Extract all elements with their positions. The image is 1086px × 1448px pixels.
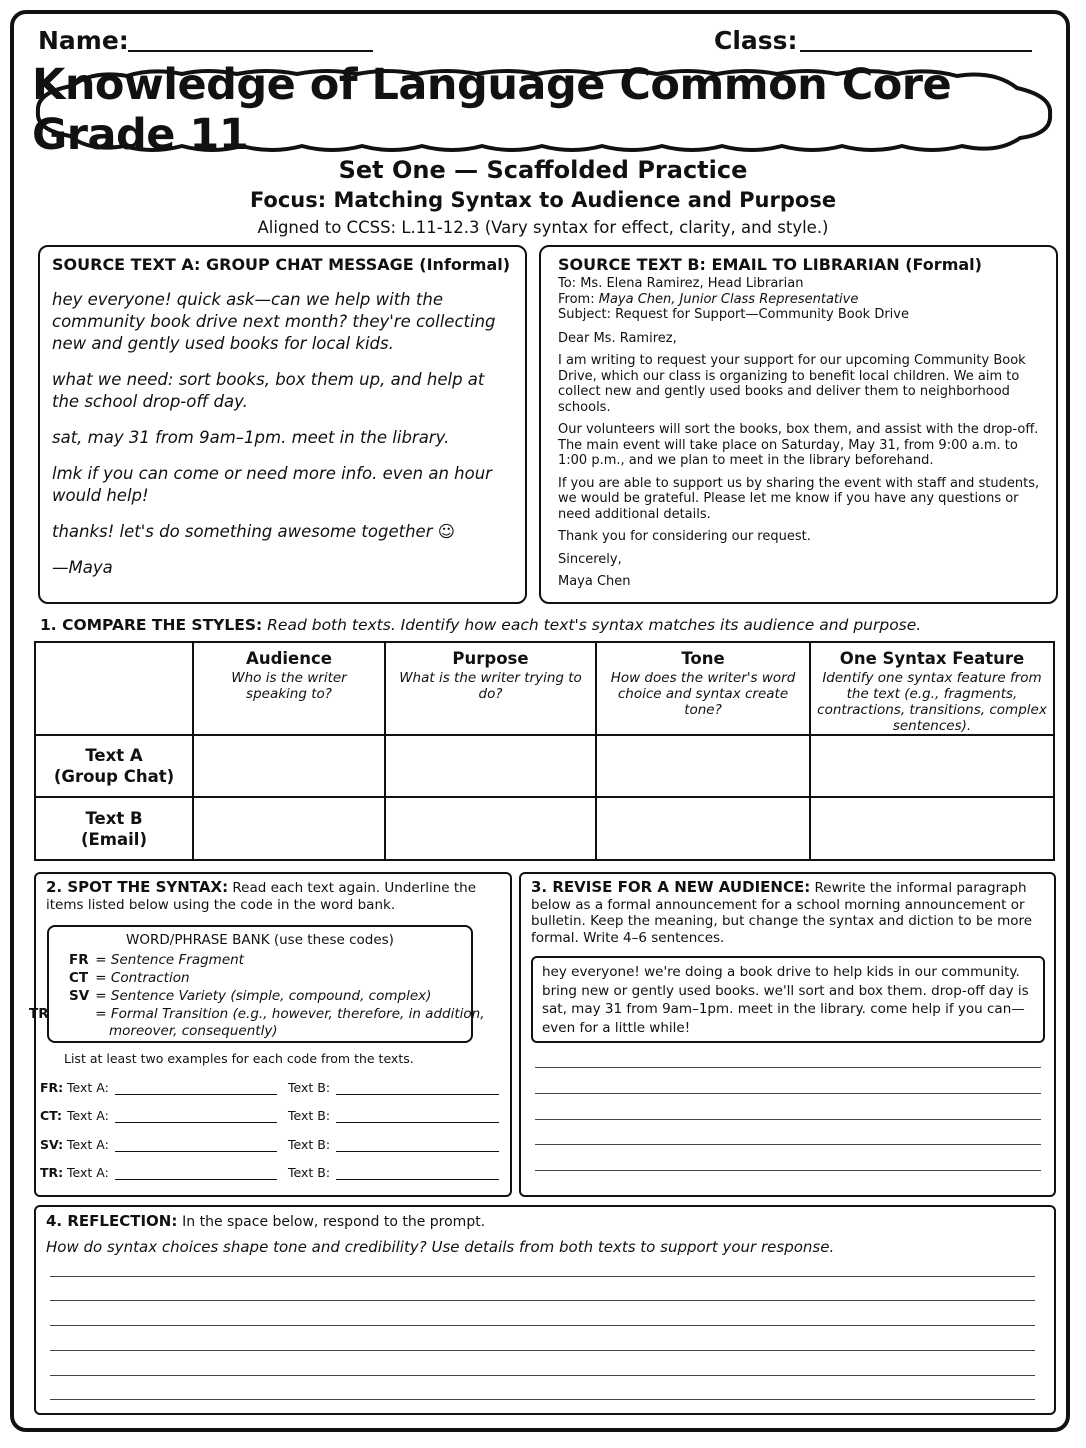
row-label-line: Text A — [85, 746, 143, 765]
fill-row-tr — [40, 1165, 63, 1180]
text-a-label: Text A: — [67, 1108, 109, 1123]
chat-signature: —Maya — [52, 558, 113, 577]
column-title: Audience — [246, 649, 332, 668]
class-label: Class: — [714, 26, 798, 55]
fill-code: SV: — [40, 1137, 64, 1152]
writing-line[interactable] — [50, 1375, 1035, 1376]
section2-heading — [46, 879, 491, 914]
text-b-label: Text B: — [288, 1108, 331, 1123]
writing-line[interactable] — [50, 1276, 1035, 1277]
writing-line[interactable] — [50, 1399, 1035, 1400]
source-b-box — [539, 245, 1058, 604]
code-eq: = — [95, 988, 107, 1004]
name-field[interactable] — [128, 50, 373, 52]
writing-line[interactable] — [535, 1093, 1041, 1094]
answer-cell[interactable] — [596, 735, 810, 797]
column-purpose — [385, 642, 596, 735]
bank-note: (use these codes) — [273, 932, 394, 948]
writing-line[interactable] — [535, 1119, 1041, 1120]
answer-line[interactable] — [115, 1122, 277, 1123]
code-eq: = — [95, 952, 107, 968]
fill-code: TR: — [40, 1165, 64, 1180]
code-fr — [69, 952, 244, 969]
source-a-title: SOURCE TEXT A: GROUP CHAT MESSAGE (Informal) — [52, 255, 511, 274]
chat-paragraph: thanks! let's do something awesome together ☺ — [52, 522, 455, 541]
text-a-label: Text A: — [67, 1165, 109, 1180]
answer-cell[interactable] — [810, 735, 1054, 797]
email-greeting: Dear Ms. Ramirez, — [558, 330, 677, 346]
code-desc: Sentence Variety (simple, compound, complex) — [110, 988, 432, 1004]
email-paragraph: Our volunteers will sort the books, box them, and assist with the drop-off. The main event will take place on Saturday, May 31, from 9:00 a.m. to 1:00 p.m., and we plan to meet in the library beforehand. — [558, 422, 1039, 468]
page-title: Knowledge of Language Common Core Grade 11 — [32, 60, 952, 160]
answer-line[interactable] — [336, 1094, 499, 1095]
section2-number: 2. SPOT THE SYNTAX: — [46, 878, 229, 896]
source-a-body — [52, 289, 514, 593]
answer-cell[interactable] — [596, 797, 810, 860]
email-signature: Maya Chen — [558, 574, 631, 589]
section4-prompt: How do syntax choices shape tone and credibility? Use details from both texts to support your response. — [46, 1238, 835, 1256]
code-eq: = — [95, 1006, 107, 1022]
column-title: One Syntax Feature — [839, 649, 1025, 668]
revise-passage-box — [531, 956, 1045, 1043]
row-label — [35, 797, 193, 860]
section1-heading — [40, 616, 921, 634]
code-label: FR — [69, 952, 89, 968]
answer-line[interactable] — [336, 1122, 499, 1123]
code-desc: Formal Transition (e.g., however, therefore, in addition, moreover, consequently) — [109, 1006, 485, 1039]
answer-cell[interactable] — [810, 797, 1054, 860]
table-row — [35, 797, 1054, 860]
email-paragraph: If you are able to support us by sharing the event with staff and students, we would be grateful. Please let me know if you have any questions or need additional details. — [558, 475, 1040, 522]
section4-number: 4. REFLECTION: — [46, 1212, 178, 1230]
compare-table — [34, 641, 1055, 861]
column-syntax-feature — [810, 642, 1054, 735]
section4-box — [34, 1205, 1056, 1415]
email-subject-line — [558, 307, 1050, 323]
column-tone — [596, 642, 810, 735]
code-desc: Sentence Fragment — [110, 952, 244, 968]
row-label — [35, 735, 193, 797]
standard-line: Aligned to CCSS: L.11-12.3 (Vary syntax for effect, clarity, and style.) — [257, 218, 829, 237]
code-desc: Contraction — [110, 970, 190, 986]
name-label: Name: — [38, 26, 129, 55]
to-label: To: — [558, 276, 577, 291]
code-eq: = — [95, 970, 107, 986]
chat-paragraph: lmk if you can come or need more info. even an hour would help! — [52, 464, 492, 505]
chat-paragraph: sat, may 31 from 9am–1pm. meet in the library. — [52, 428, 450, 447]
row-label-line: (Email) — [81, 829, 147, 849]
revise-passage: hey everyone! we're doing a book drive to help kids in our community. bring new or gently used books. we'll sort and box them. drop-off day is sat, may 31 from 9am–1pm. meet in the library. come help if you can—even for a little while! — [542, 964, 1029, 1036]
from-value: Maya Chen, Junior Class Representative — [598, 291, 859, 307]
chat-paragraph: hey everyone! quick ask—can we help with the community book drive next month? they're collecting new and gently used books for local kids. — [52, 290, 496, 353]
source-b-body — [558, 276, 1050, 597]
section4-heading — [46, 1212, 485, 1230]
subtitle: Set One — Scaffolded Practice — [338, 156, 748, 184]
email-to-line — [558, 276, 1050, 292]
bank-title: WORD/PHRASE BANK — [126, 932, 270, 948]
answer-line[interactable] — [336, 1179, 499, 1180]
code-label: CT — [69, 970, 89, 986]
email-from-line — [558, 292, 1050, 308]
subject-label: Subject: — [558, 307, 611, 322]
column-audience — [193, 642, 385, 735]
answer-line[interactable] — [115, 1151, 277, 1152]
fill-code: CT: — [40, 1108, 63, 1123]
column-title: Purpose — [452, 649, 529, 668]
section1-number: 1. COMPARE THE STYLES: — [40, 616, 263, 634]
section1-instructions: Read both texts. Identify how each text's syntax matches its audience and purpose. — [267, 616, 922, 634]
code-tr — [29, 1006, 489, 1040]
subject-value: Request for Support—Community Book Drive — [615, 307, 909, 322]
answer-line[interactable] — [336, 1151, 499, 1152]
writing-line[interactable] — [50, 1300, 1035, 1301]
focus-line: Focus: Matching Syntax to Audience and Purpose — [249, 188, 837, 212]
section3-heading — [531, 879, 1041, 946]
word-bank-title — [49, 932, 471, 948]
writing-line[interactable] — [535, 1067, 1041, 1068]
answer-cell[interactable] — [385, 735, 596, 797]
answer-line[interactable] — [115, 1179, 277, 1180]
text-a-label: Text A: — [67, 1137, 109, 1152]
section2-instructions: Read each text again. Underline the items listed below using the code in the word bank. — [46, 880, 477, 913]
fill-row-fr — [40, 1080, 63, 1095]
section3-number: 3. REVISE FOR A NEW AUDIENCE: — [531, 878, 811, 896]
fill-row-ct — [40, 1108, 62, 1123]
source-b-title: SOURCE TEXT B: EMAIL TO LIBRARIAN (Formal) — [558, 255, 982, 274]
section3-instructions: Rewrite the informal paragraph below as a formal announcement for a school morning announcement or bulletin. Keep the meaning, but change the syntax and diction to be more formal. Write 4–6 sentences. — [531, 880, 1033, 946]
title-banner — [32, 60, 1056, 160]
table-row — [35, 735, 1054, 797]
text-b-label: Text B: — [288, 1165, 331, 1180]
answer-cell[interactable] — [193, 797, 385, 860]
writing-line[interactable] — [50, 1325, 1035, 1326]
column-subtitle: What is the writer trying to do? — [399, 670, 582, 702]
word-bank — [29, 925, 485, 1043]
writing-line[interactable] — [535, 1144, 1041, 1145]
email-paragraph: Thank you for considering our request. — [558, 529, 811, 544]
to-value: Ms. Elena Ramirez, Head Librarian — [580, 276, 804, 291]
fill-row-sv — [40, 1137, 63, 1152]
list-note: List at least two examples for each code from the texts. — [64, 1051, 414, 1066]
answer-line[interactable] — [115, 1094, 277, 1095]
writing-line[interactable] — [50, 1350, 1035, 1351]
code-label: SV — [69, 988, 90, 1004]
code-label: TR — [29, 1006, 49, 1022]
code-ct — [69, 970, 190, 987]
section4-instructions: In the space below, respond to the prompt. — [182, 1214, 486, 1230]
writing-line[interactable] — [535, 1170, 1041, 1171]
chat-paragraph: what we need: sort books, box them up, and help at the school drop-off day. — [52, 370, 485, 411]
column-subtitle: How does the writer's word choice and syntax create tone? — [610, 670, 796, 718]
email-paragraph: I am writing to request your support for our upcoming Community Book Drive, which our class is organizing to benefit local children. We aim to collect new and gently used books and deliver them to neighborhood schools. — [558, 353, 1026, 415]
row-label-line: Text B — [85, 808, 143, 828]
class-field[interactable] — [800, 50, 1032, 52]
row-label-line: (Group Chat) — [53, 767, 175, 786]
text-b-label: Text B: — [288, 1137, 331, 1152]
source-a-box — [38, 245, 527, 604]
text-a-label: Text A: — [67, 1080, 109, 1095]
answer-cell[interactable] — [385, 797, 596, 860]
column-subtitle: Identify one syntax feature from the text (e.g., fragments, contractions, transitions, complex sentences). — [817, 670, 1047, 734]
fill-code: FR: — [40, 1080, 64, 1095]
from-label: From: — [558, 291, 595, 307]
column-title: Tone — [681, 649, 725, 668]
code-sv — [69, 988, 431, 1005]
text-b-label: Text B: — [288, 1080, 331, 1095]
answer-cell[interactable] — [193, 735, 385, 797]
email-closing: Sincerely, — [558, 551, 622, 567]
table-corner-cell — [35, 642, 193, 735]
column-subtitle: Who is the writer speaking to? — [231, 670, 347, 702]
